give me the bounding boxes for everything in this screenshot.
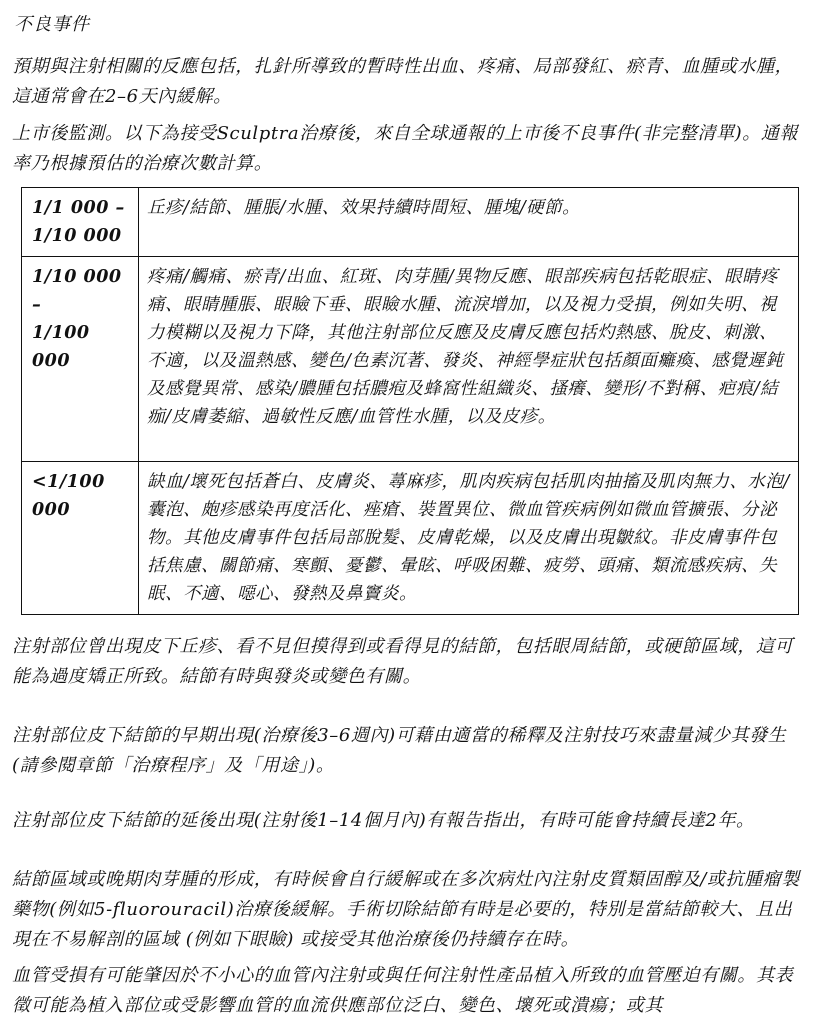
frequency-cell: [22, 462, 139, 615]
events-cell: [139, 257, 799, 462]
nodules-paragraph: 注射部位曾出現皮下丘疹、看不見但摸得到或看得見的結節，包括眼周結節，或硬節區域，這可能為過度矯正所致。結節有時與發炎或變色有關。: [12, 636, 794, 687]
section-heading: 不良事件: [14, 14, 90, 35]
table-row: [22, 257, 799, 462]
frequency-label: 1/1 000 – 1/10 000: [32, 198, 125, 246]
events-cell: [139, 188, 799, 257]
postmarket-surveillance-paragraph: 上市後監測。以下為接受Sculptra治療後，來自全球通報的上市後不良事件(非完整清單)。通報率乃根據預估的治療次數計算。: [12, 123, 799, 174]
frequency-cell: [22, 188, 139, 257]
expected-reactions-paragraph: 預期與注射相關的反應包括，扎針所導致的暫時性出血、疼痛、局部發紅、瘀青、血腫或水腫，這通常會在2–6天內緩解。: [12, 56, 794, 107]
table-row: [22, 462, 799, 615]
events-text: 丘疹/結節、腫脹/水腫、效果持續時間短、腫塊/硬節。: [147, 198, 581, 218]
early-onset-paragraph: 注射部位皮下結節的早期出現(治療後3–6週內)可藉由適當的稀釋及注射技巧來盡量減少其發生(請參閱章節「治療程序」及「用途」)。: [12, 725, 787, 776]
events-text: 疼痛/觸痛、瘀青/出血、紅斑、肉芽腫/異物反應、眼部疾病包括乾眼症、眼睛疼痛、眼睛腫脹、眼瞼下垂、眼瞼水腫、流淚增加，以及視力受損，例如失明、視力模糊以及視力下降，其他注射部位反應及皮膚反應包括灼熱感、脫皮、刺激、不適，以及溫熱感、變色/色素沉著、發炎、神經學症狀包括顏面癱瘓、感覺遲鈍及感覺異常、感染/膿腫包括膿疱及蜂窩性組織炎、搔癢、變形/不對稱、疤痕/結痂/皮膚萎縮、過敏性反應/血管性水腫，以及皮疹。: [147, 267, 784, 427]
events-text: 缺血/壞死包括蒼白、皮膚炎、蕁麻疹，肌肉疾病包括肌肉抽搐及肌肉無力、水泡/囊泡、皰疹感染再度活化、痤瘡、裝置異位、微血管疾病例如微血管擴張、分泌物。其他皮膚事件包括局部脫髮、皮膚乾燥，以及皮膚出現皺紋。非皮膚事件包括焦慮、關節痛、寒顫、憂鬱、暈眩、呼吸困難、疲勞、頭痛、類流感疾病、失眠、不適、噁心、發熱及鼻竇炎。: [147, 472, 790, 604]
delayed-onset-paragraph: 注射部位皮下結節的延後出現(注射後1–14個月內)有報告指出，有時可能會持續長達2年。: [12, 810, 755, 831]
table-row: [22, 188, 799, 257]
frequency-cell: [22, 257, 139, 462]
resolution-paragraph: 結節區域或晚期肉芽腫的形成，有時候會自行緩解或在多次病灶內注射皮質類固醇及/或抗腫瘤製藥物(例如5-fluorouracil)治療後緩解。手術切除結節有時是必要的，特別是當結節較大、且出現在不易解剖的區域 (例如下眼瞼) 或接受其他治療後仍持續存在時。: [12, 869, 800, 950]
frequency-label: <1/100 000: [32, 472, 105, 520]
vascular-paragraph: 血管受損有可能肇因於不小心的血管內注射或與任何注射性產品植入所致的血管壓迫有關。其表徵可能為植入部位或受影響血管的血流供應部位泛白、變色、壞死或潰瘍；或其: [12, 965, 794, 1016]
events-cell: [139, 462, 799, 615]
frequency-label: 1/10 000 – 1/100 000: [32, 267, 122, 371]
adverse-events-table: [21, 187, 799, 615]
